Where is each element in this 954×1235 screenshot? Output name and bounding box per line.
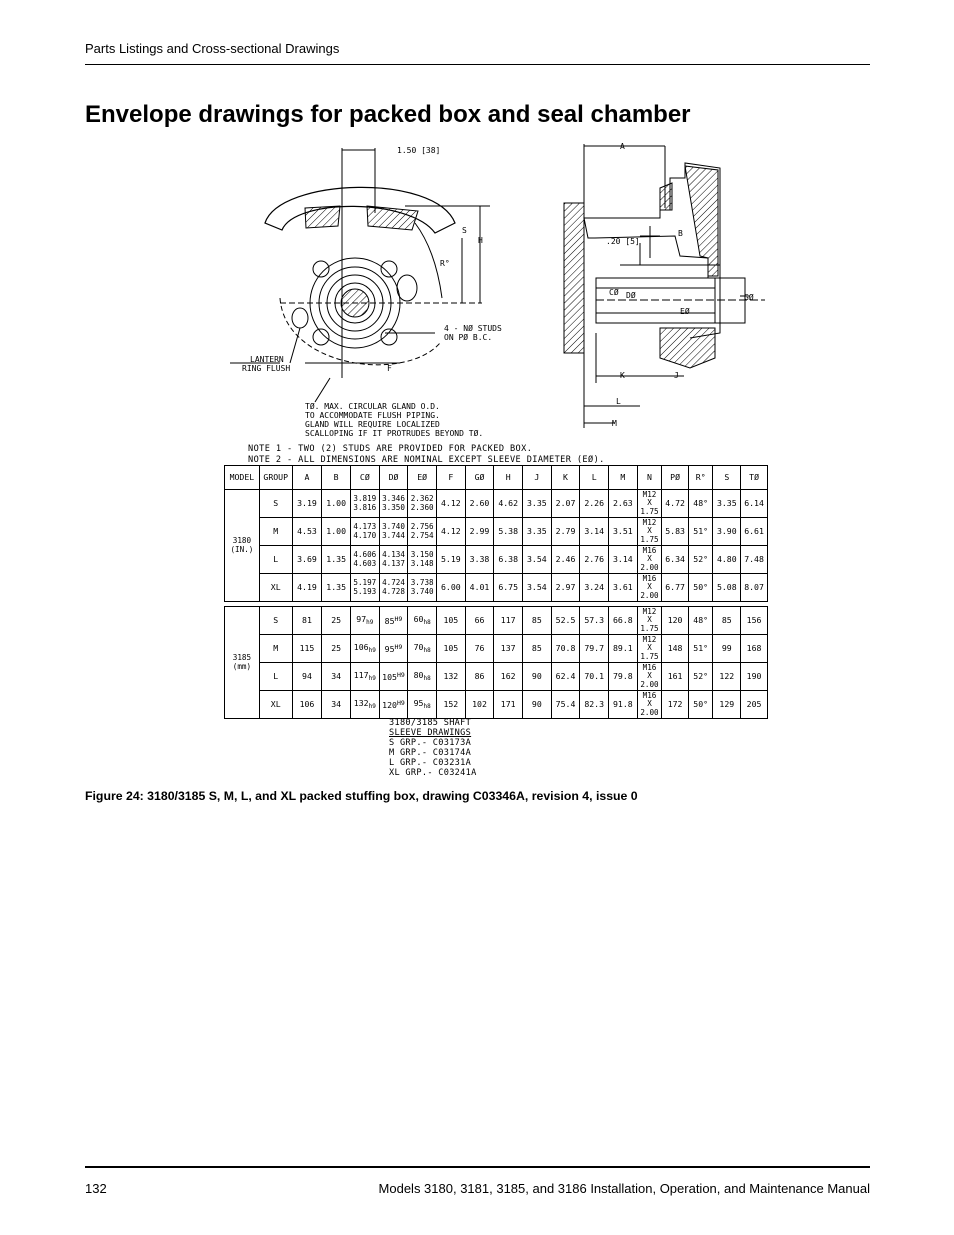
table-cell: 4.12	[437, 518, 466, 546]
table-cell: 5.83	[662, 518, 689, 546]
table-cell: 7.48	[741, 546, 768, 574]
table-cell: 3.35	[523, 518, 552, 546]
table-cell: 57.3	[580, 607, 609, 635]
dim-label-e: EØ	[680, 307, 690, 316]
table-cell	[379, 635, 408, 663]
cell-line: 4.603	[353, 558, 377, 568]
cell-value: 105	[382, 672, 397, 682]
cell-line: 2.756	[410, 522, 434, 532]
header-rule	[85, 64, 870, 65]
table-cell	[408, 607, 437, 635]
col-header: EØ	[408, 466, 437, 490]
col-header: K	[551, 466, 580, 490]
table-cell	[350, 518, 379, 546]
cell-line: 4.728	[382, 586, 405, 596]
table-cell: 62.4	[551, 663, 580, 691]
table-cell: 102	[465, 691, 494, 719]
dim-label-c: CØ	[609, 288, 619, 297]
table-cell: S	[259, 490, 292, 518]
table-cell: 52°	[688, 546, 713, 574]
col-header: L	[580, 466, 609, 490]
table-row	[225, 607, 768, 635]
table-cell	[637, 574, 662, 602]
col-header: CØ	[350, 466, 379, 490]
dim-label-s: S	[462, 226, 467, 235]
table-cell: XL	[259, 691, 292, 719]
cell-value: 106	[353, 641, 369, 652]
table-cell	[350, 574, 379, 602]
table-cell: 3.38	[465, 546, 494, 574]
table-cell: 91.8	[609, 691, 638, 719]
table-row	[225, 691, 768, 719]
cell-line: 2.00	[640, 562, 659, 572]
tolerance-class: h9	[368, 646, 376, 654]
dim-label-a: A	[620, 142, 625, 151]
col-header: TØ	[741, 466, 768, 490]
cell-line: 4.134	[382, 550, 405, 560]
cell-line: 3.148	[410, 558, 434, 568]
model-cell	[225, 607, 260, 719]
table-cell: 75.4	[551, 691, 580, 719]
cell-line: 4.170	[353, 530, 377, 540]
table-cell: 51°	[688, 635, 713, 663]
table-cell: 79.7	[580, 635, 609, 663]
table-cell	[637, 607, 662, 635]
cell-line: 1.75	[640, 651, 659, 661]
cell-line: 3.150	[410, 550, 434, 560]
table-cell: 120	[662, 607, 689, 635]
table-cell	[350, 663, 379, 691]
cell-line: M16	[642, 573, 657, 583]
table-cell: 2.97	[551, 574, 580, 602]
cell-line: 1.75	[640, 506, 659, 516]
table-cell: 3.54	[523, 546, 552, 574]
cell-line: M16	[642, 662, 657, 672]
cell-value: 95	[413, 697, 424, 708]
table-cell: 172	[662, 691, 689, 719]
table-cell	[408, 691, 437, 719]
table-cell: 6.75	[494, 574, 523, 602]
cell-line: M12	[642, 517, 657, 527]
table-cell: 2.99	[465, 518, 494, 546]
table-cell: 70.1	[580, 663, 609, 691]
dim-label-l: L	[616, 397, 621, 406]
col-header: S	[713, 466, 741, 490]
cell-line: X	[647, 526, 652, 536]
table-cell: L	[259, 546, 292, 574]
table-cell: 52.5	[551, 607, 580, 635]
cell-value: 60	[413, 613, 424, 624]
table-cell	[408, 490, 437, 518]
table-cell: 3.90	[713, 518, 741, 546]
table-cell: 122	[713, 663, 741, 691]
model-label: 3185	[232, 653, 252, 663]
col-header: GØ	[465, 466, 494, 490]
table-cell: 2.63	[609, 490, 638, 518]
cell-line: 5.193	[353, 586, 377, 596]
table-cell: 148	[662, 635, 689, 663]
table-cell	[379, 574, 408, 602]
table-cell: 50°	[688, 574, 713, 602]
table-cell: 4.80	[713, 546, 741, 574]
table-cell: 3.14	[609, 546, 638, 574]
cell-line: X	[647, 699, 652, 709]
table-cell: 1.00	[322, 518, 351, 546]
cell-line: 3.740	[410, 586, 434, 596]
dim-label-j: J	[674, 371, 679, 380]
table-cell: 82.3	[580, 691, 609, 719]
table-cell	[637, 635, 662, 663]
cell-line: M12	[642, 634, 657, 644]
table-cell: 3.19	[292, 490, 322, 518]
col-header: F	[437, 466, 466, 490]
tolerance-class: h9	[368, 674, 376, 682]
table-row	[225, 635, 768, 663]
table-cell: 25	[322, 635, 351, 663]
table-cell: 79.8	[609, 663, 638, 691]
cell-line: 4.724	[382, 578, 405, 588]
table-row	[225, 518, 768, 546]
table-cell: 3.54	[523, 574, 552, 602]
table-cell	[379, 663, 408, 691]
sleeve-item: XL GRP.- C03241A	[389, 768, 477, 778]
gland-callout-4: SCALLOPING IF IT PROTRUDES BEYOND TØ.	[305, 429, 484, 438]
page-number: 132	[85, 1181, 107, 1196]
table-cell: 3.35	[713, 490, 741, 518]
table-cell: 89.1	[609, 635, 638, 663]
sleeve-title-2: SLEEVE DRAWINGS	[389, 728, 472, 738]
table-cell	[350, 691, 379, 719]
table-cell: 105	[437, 635, 466, 663]
model-label: 3180	[232, 536, 252, 546]
cell-line: 3.350	[382, 502, 405, 512]
figure-caption: Figure 24: 3180/3185 S, M, L, and XL packed stuffing box, drawing C03346A, revision 4, issue 0	[85, 789, 638, 803]
table-cell: 4.72	[662, 490, 689, 518]
table-cell: 50°	[688, 691, 713, 719]
sleeve-drawings-list	[389, 718, 477, 778]
lantern-callout-1: LANTERN	[250, 355, 284, 364]
section-view	[564, 144, 765, 428]
table-cell: 2.76	[580, 546, 609, 574]
cell-value: 97	[356, 613, 367, 624]
tolerance-class: h8	[423, 646, 431, 654]
cell-line: X	[647, 671, 652, 681]
cell-line: X	[647, 554, 652, 564]
table-cell: 132	[437, 663, 466, 691]
table-cell: 1.35	[322, 546, 351, 574]
col-header: A	[292, 466, 322, 490]
dim-label-m: M	[612, 419, 617, 428]
cell-line: X	[647, 643, 652, 653]
gland-callout-2: TO ACCOMMODATE FLUSH PIPING.	[305, 411, 440, 420]
cell-line: 3.346	[382, 494, 405, 504]
cell-line: 3.744	[382, 530, 405, 540]
table-cell	[408, 635, 437, 663]
tolerance-class: H9	[396, 671, 405, 679]
lantern-callout-2: RING FLUSH	[242, 364, 291, 373]
table-cell: 152	[437, 691, 466, 719]
table-cell: 4.62	[494, 490, 523, 518]
cell-line: 5.197	[353, 578, 377, 588]
table-cell	[350, 546, 379, 574]
cell-line: 4.173	[353, 522, 377, 532]
table-cell: 129	[713, 691, 741, 719]
table-cell: 3.51	[609, 518, 638, 546]
studs-callout-1: 4 - NØ STUDS	[444, 324, 502, 333]
dim-label-h: H	[478, 236, 483, 245]
table-cell: 2.46	[551, 546, 580, 574]
table-cell: 205	[741, 691, 768, 719]
table-cell: 85	[523, 607, 552, 635]
sleeve-item: M GRP.- C03174A	[389, 748, 472, 758]
col-header: R°	[688, 466, 713, 490]
dim-label-b: B	[678, 229, 683, 238]
table-cell: 117	[494, 607, 523, 635]
dim-label-20: .20 [5]	[606, 237, 640, 246]
cell-value: 132	[353, 697, 369, 708]
table-cell: 5.38	[494, 518, 523, 546]
cell-line: 3.738	[410, 578, 434, 588]
table-cell: 86	[465, 663, 494, 691]
table-cell: 105	[437, 607, 466, 635]
table-cell: L	[259, 663, 292, 691]
table-cell: 171	[494, 691, 523, 719]
table-cell: 76	[465, 635, 494, 663]
table-cell	[408, 518, 437, 546]
table-row	[225, 574, 768, 602]
table-cell: 2.07	[551, 490, 580, 518]
dim-label-g: GØ	[744, 293, 754, 302]
table-cell: 25	[322, 607, 351, 635]
table-cell: 3.61	[609, 574, 638, 602]
table-cell: M	[259, 635, 292, 663]
cell-line: 3.740	[382, 522, 405, 532]
table-cell	[379, 691, 408, 719]
sleeve-title-1: 3180/3185 SHAFT	[389, 718, 472, 728]
cell-line: M12	[642, 606, 657, 616]
cell-value: 70	[413, 641, 424, 652]
table-cell: 6.61	[741, 518, 768, 546]
table-cell: 34	[322, 691, 351, 719]
table-cell: 2.79	[551, 518, 580, 546]
table-cell: 6.77	[662, 574, 689, 602]
model-label: (IN.)	[230, 544, 254, 554]
table-cell: 34	[322, 663, 351, 691]
table-cell: 3.35	[523, 490, 552, 518]
cell-line: 3.819	[353, 494, 377, 504]
cell-line: 1.75	[640, 534, 659, 544]
cell-line: X	[647, 615, 652, 625]
table-cell: 48°	[688, 607, 713, 635]
table-cell: 85	[523, 635, 552, 663]
table-cell	[637, 546, 662, 574]
table-cell: 162	[494, 663, 523, 691]
table-cell: 6.00	[437, 574, 466, 602]
table-cell	[637, 490, 662, 518]
dim-label-1-50: 1.50 [38]	[397, 146, 441, 155]
table-cell: 6.38	[494, 546, 523, 574]
envelope-drawing	[220, 138, 780, 443]
cell-line: 3.816	[353, 502, 377, 512]
cell-value: 95	[384, 644, 395, 654]
cell-line: M16	[642, 690, 657, 700]
table-cell	[637, 691, 662, 719]
table-cell	[379, 490, 408, 518]
col-header: H	[494, 466, 523, 490]
cell-value: 80	[413, 669, 424, 680]
drawing-notes	[248, 444, 605, 465]
table-cell: 48°	[688, 490, 713, 518]
table-cell: 3.14	[580, 518, 609, 546]
table-cell: 81	[292, 607, 322, 635]
gland-callout-3: GLAND WILL REQUIRE LOCALIZED	[305, 420, 440, 429]
table-cell	[350, 490, 379, 518]
table-cell: 66.8	[609, 607, 638, 635]
table-cell: 5.08	[713, 574, 741, 602]
cell-line: 2.754	[410, 530, 434, 540]
table-cell: 52°	[688, 663, 713, 691]
cell-line: 2.360	[410, 502, 434, 512]
col-header: DØ	[379, 466, 408, 490]
table-cell	[350, 607, 379, 635]
dim-label-d: DØ	[626, 291, 636, 300]
table-cell	[637, 663, 662, 691]
cell-line: 4.606	[353, 550, 377, 560]
table-cell: 8.07	[741, 574, 768, 602]
tolerance-class: h9	[368, 702, 376, 710]
running-header: Parts Listings and Cross-sectional Drawings	[85, 41, 340, 56]
table-cell: XL	[259, 574, 292, 602]
table-row	[225, 663, 768, 691]
table-cell: 161	[662, 663, 689, 691]
table-cell: 5.19	[437, 546, 466, 574]
page-title: Envelope drawings for packed box and seal chamber	[85, 101, 691, 128]
table-cell	[408, 546, 437, 574]
col-header: PØ	[662, 466, 689, 490]
tolerance-class: h8	[423, 674, 431, 682]
table-cell: 66	[465, 607, 494, 635]
cell-line: 2.00	[640, 707, 659, 717]
tolerance-class: h8	[423, 618, 431, 626]
table-cell: 2.60	[465, 490, 494, 518]
tolerance-class: h9	[366, 618, 374, 626]
table-cell: 70.8	[551, 635, 580, 663]
tolerance-class: H9	[394, 643, 403, 651]
model-label: (mm)	[232, 661, 252, 671]
gland-callout-1: TØ. MAX. CIRCULAR GLAND O.D.	[305, 402, 440, 411]
col-header: J	[523, 466, 552, 490]
cell-value: 85	[384, 616, 395, 626]
note-2: NOTE 2 - ALL DIMENSIONS ARE NOMINAL EXCEPT SLEEVE DIAMETER (EØ).	[248, 454, 605, 465]
cell-line: 2.00	[640, 590, 659, 600]
sleeve-item: S GRP.- C03173A	[389, 738, 472, 748]
table-cell: 4.01	[465, 574, 494, 602]
dimension-table	[224, 465, 768, 719]
cell-line: 2.362	[410, 494, 434, 504]
table-cell: 3.24	[580, 574, 609, 602]
table-cell: 4.53	[292, 518, 322, 546]
cell-value: 120	[382, 700, 397, 710]
studs-callout-2: ON PØ B.C.	[444, 333, 493, 342]
sleeve-item: L GRP.- C03231A	[389, 758, 472, 768]
col-header: MODEL	[225, 466, 260, 490]
cell-value: 117	[353, 669, 369, 680]
table-cell: 94	[292, 663, 322, 691]
table-cell	[379, 546, 408, 574]
cell-line: M12	[642, 489, 657, 499]
table-cell: 3.69	[292, 546, 322, 574]
col-header: M	[609, 466, 638, 490]
tolerance-class: H9	[396, 699, 405, 707]
footer-rule	[85, 1166, 870, 1168]
table-cell: 115	[292, 635, 322, 663]
model-cell	[225, 490, 260, 602]
table-header-row	[225, 466, 768, 490]
tolerance-class: h8	[423, 702, 431, 710]
table-cell: S	[259, 607, 292, 635]
col-header: N	[637, 466, 662, 490]
table-cell: 85	[713, 607, 741, 635]
table-cell: 4.12	[437, 490, 466, 518]
table-cell: 156	[741, 607, 768, 635]
table-cell: 6.14	[741, 490, 768, 518]
table-cell: 90	[523, 663, 552, 691]
col-header: GROUP	[259, 466, 292, 490]
dim-label-r: R°	[440, 259, 450, 268]
table-cell	[637, 518, 662, 546]
col-header: B	[322, 466, 351, 490]
table-cell	[408, 574, 437, 602]
tolerance-class: H9	[394, 615, 403, 623]
table-cell: 99	[713, 635, 741, 663]
cell-line: 1.75	[640, 623, 659, 633]
table-row	[225, 490, 768, 518]
table-cell: 6.34	[662, 546, 689, 574]
table-cell: 4.19	[292, 574, 322, 602]
dim-label-f: F	[387, 364, 392, 373]
cell-line: X	[647, 582, 652, 592]
table-cell	[379, 607, 408, 635]
cell-line: 4.137	[382, 558, 405, 568]
table-cell	[408, 663, 437, 691]
table-cell: 90	[523, 691, 552, 719]
note-1: NOTE 1 - TWO (2) STUDS ARE PROVIDED FOR PACKED BOX.	[248, 444, 533, 454]
table-cell: 137	[494, 635, 523, 663]
dim-label-k: K	[620, 371, 625, 380]
table-cell: 51°	[688, 518, 713, 546]
table-cell: 1.00	[322, 490, 351, 518]
cell-line: 2.00	[640, 679, 659, 689]
table-cell: 2.26	[580, 490, 609, 518]
table-cell: M	[259, 518, 292, 546]
table-cell: 190	[741, 663, 768, 691]
table-cell: 168	[741, 635, 768, 663]
table-cell	[350, 635, 379, 663]
cell-line: X	[647, 498, 652, 508]
table-cell: 106	[292, 691, 322, 719]
table-cell	[379, 518, 408, 546]
manual-title: Models 3180, 3181, 3185, and 3186 Installation, Operation, and Maintenance Manual	[378, 1181, 870, 1196]
table-row	[225, 546, 768, 574]
table-cell: 1.35	[322, 574, 351, 602]
cell-line: M16	[642, 545, 657, 555]
